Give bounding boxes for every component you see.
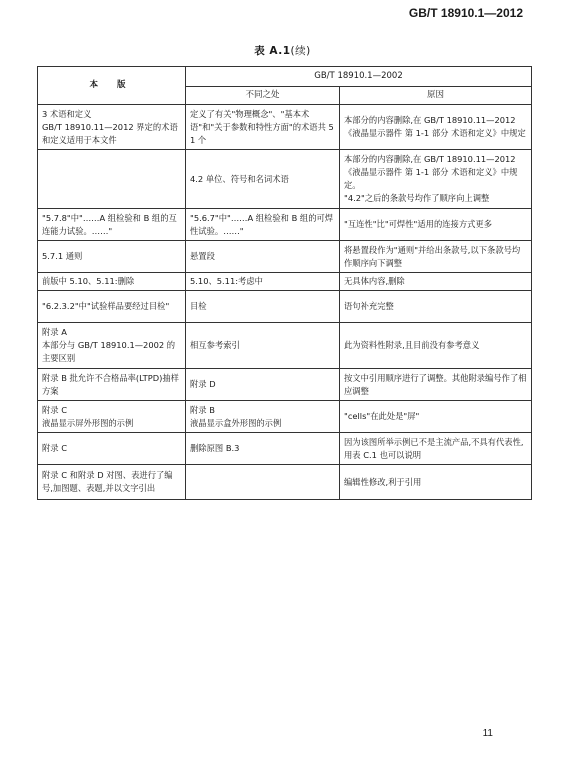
table-title-suffix: (续) bbox=[290, 45, 311, 57]
version-cell: 前版中 5.10、5.11:删除 bbox=[38, 273, 186, 291]
table-header-row bbox=[38, 67, 532, 87]
reason-cell: 本部分的内容删除,在 GB/T 18910.11—2012《液晶显示器件 第 1-1 部分 术语和定义》中规定。 "4.2"之后的条款号均作了顺序向上调整 bbox=[340, 150, 532, 209]
difference-cell: 附录 D bbox=[186, 369, 340, 401]
difference-cell: 4.2 单位、符号和名词术语 bbox=[186, 150, 340, 209]
difference-cell: 目检 bbox=[186, 291, 340, 323]
table-row bbox=[38, 241, 532, 273]
reason-cell: 此为资料性附录,且目前没有参考意义 bbox=[340, 323, 532, 369]
version-cell: "5.7.8"中"……A 组检验和 B 组的互连能力试验。……" bbox=[38, 209, 186, 241]
difference-cell: 定义了有关"物理概念"、"基本术语"和"关于参数和特性方面"的术语共 51 个 bbox=[186, 105, 340, 150]
reason-cell: 本部分的内容删除,在 GB/T 18910.11—2012《液晶显示器件 第 1-1 部分 术语和定义》中规定 bbox=[340, 105, 532, 150]
reason-cell: 因为该图所举示例已不是主流产品,不具有代表性,用表 C.1 也可以说明 bbox=[340, 433, 532, 465]
version-cell: 附录 C 和附录 D 对图、表进行了编号,加图题、表题,并以文字引出 bbox=[38, 465, 186, 500]
table-row bbox=[38, 209, 532, 241]
reason-cell: 将悬置段作为"通则"并给出条款号,以下条款号均作顺序向下调整 bbox=[340, 241, 532, 273]
difference-cell: "5.6.7"中"……A 组检验和 B 组的可焊性试验。……" bbox=[186, 209, 340, 241]
version-cell bbox=[38, 150, 186, 209]
header-this-version: 本 版 bbox=[38, 67, 186, 105]
reason-cell: 编辑性修改,利于引用 bbox=[340, 465, 532, 500]
version-cell: 附录 A 本部分与 GB/T 18910.1—2002 的主要区别 bbox=[38, 323, 186, 369]
table-row bbox=[38, 323, 532, 369]
version-cell: 附录 B 批允许不合格品率(LTPD)抽样方案 bbox=[38, 369, 186, 401]
version-cell: 3 术语和定义 GB/T 18910.11—2012 界定的术语和定义适用于本文件 bbox=[38, 105, 186, 150]
version-cell: "6.2.3.2"中"试验样品要经过目检" bbox=[38, 291, 186, 323]
difference-cell bbox=[186, 465, 340, 500]
table-title-label: 表 A.1 bbox=[254, 45, 291, 57]
version-cell: 附录 C bbox=[38, 433, 186, 465]
table-row bbox=[38, 150, 532, 209]
difference-cell: 5.10、5.11:考虑中 bbox=[186, 273, 340, 291]
difference-cell: 相互参考索引 bbox=[186, 323, 340, 369]
version-cell: 5.7.1 通则 bbox=[38, 241, 186, 273]
table-row bbox=[38, 369, 532, 401]
table-row bbox=[38, 401, 532, 433]
comparison-table bbox=[37, 66, 532, 500]
header-reason: 原因 bbox=[340, 87, 532, 105]
table-body bbox=[38, 105, 532, 500]
header-previous-standard: GB/T 18910.1—2002 bbox=[186, 67, 532, 87]
reason-cell: "互连性"比"可焊性"适用的连接方式更多 bbox=[340, 209, 532, 241]
table-row bbox=[38, 273, 532, 291]
table-row bbox=[38, 433, 532, 465]
table-row bbox=[38, 291, 532, 323]
difference-cell: 悬置段 bbox=[186, 241, 340, 273]
difference-cell: 附录 B 液晶显示盒外形图的示例 bbox=[186, 401, 340, 433]
table-row bbox=[38, 465, 532, 500]
reason-cell: 按文中引用顺序进行了调整。其他附录编号作了相应调整 bbox=[340, 369, 532, 401]
table-title bbox=[0, 43, 565, 58]
version-cell: 附录 C 液晶显示屏外形图的示例 bbox=[38, 401, 186, 433]
standard-code: GB/T 18910.1—2012 bbox=[408, 6, 523, 20]
header-difference: 不同之处 bbox=[186, 87, 340, 105]
reason-cell: 语句补充完整 bbox=[340, 291, 532, 323]
page-number: 11 bbox=[482, 728, 493, 739]
reason-cell: 无具体内容,删除 bbox=[340, 273, 532, 291]
table-row bbox=[38, 105, 532, 150]
difference-cell: 删除原图 B.3 bbox=[186, 433, 340, 465]
reason-cell: "cells"在此处是"屏" bbox=[340, 401, 532, 433]
